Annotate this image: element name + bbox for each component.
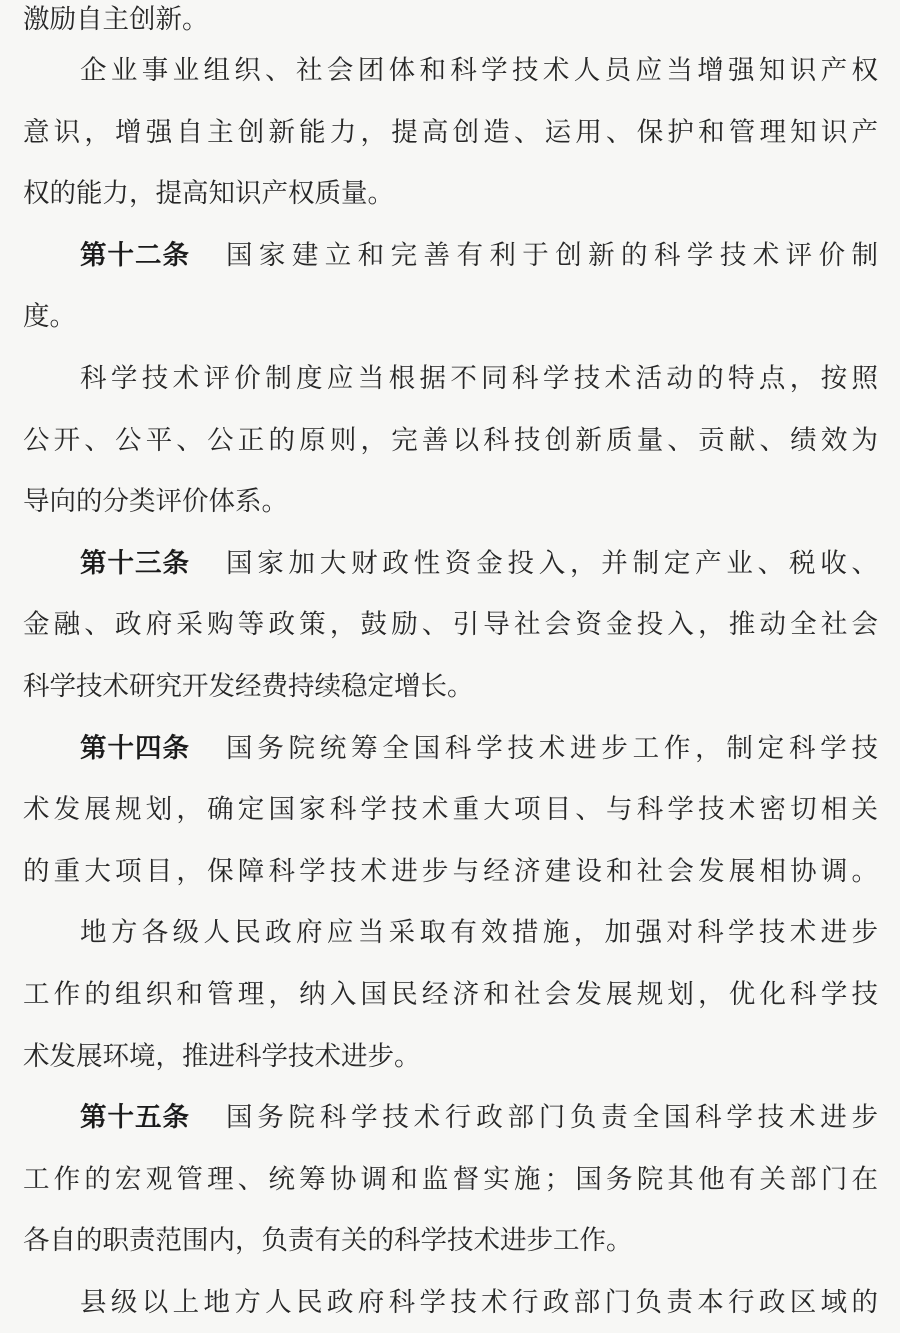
text-line: 权的能力，提高知识产权质量。 <box>23 178 394 210</box>
text-line: 术发展规划，确定国家科学技术重大项目、与科学技术密切相关 <box>23 794 878 826</box>
text-line: 地方各级人民政府应当采取有效措施，加强对科学技术进步 <box>80 917 878 949</box>
article-text: 国务院统筹全国科学技术进步工作，制定科学技 <box>226 732 878 764</box>
text-line: 科学技术评价制度应当根据不同科学技术活动的特点，按照 <box>80 362 878 394</box>
text-line: 工作的宏观管理、统筹协调和监督实施；国务院其他有关部门在 <box>23 1163 878 1195</box>
text-line: 术发展环境，推进科学技术进步。 <box>23 1040 421 1072</box>
article-text: 国务院科学技术行政部门负责全国科学技术进步 <box>226 1102 878 1134</box>
article-text: 国家建立和完善有利于创新的科学技术评价制 <box>226 239 878 271</box>
text-line: 企业事业组织、社会团体和科学技术人员应当增强知识产权 <box>80 55 878 86</box>
text-line: 金融、政府采购等政策，鼓励、引导社会资金投入，推动全社会 <box>23 609 878 641</box>
article-12-heading-line <box>23 225 878 287</box>
article-15-heading-line <box>23 1087 878 1149</box>
article-text: 国家加大财政性资金投入，并制定产业、税收、 <box>226 547 878 579</box>
article-number: 第十二条 <box>80 239 190 271</box>
text-line: 意识，增强自主创新能力，提高创造、运用、保护和管理知识产 <box>23 116 878 148</box>
article-13-heading-line <box>23 533 878 595</box>
article-number: 第十五条 <box>80 1102 190 1134</box>
text-line: 公开、公平、公正的原则，完善以科技创新质量、贡献、绩效为 <box>23 424 878 456</box>
text-line: 各自的职责范围内，负责有关的科学技术进步工作。 <box>23 1225 633 1257</box>
text-line: 导向的分类评价体系。 <box>23 486 288 518</box>
text-line: 县级以上地方人民政府科学技术行政部门负责本行政区域的 <box>80 1286 878 1318</box>
article-number: 第十四条 <box>80 732 190 764</box>
article-14-heading-line <box>23 718 878 780</box>
text-line: 的重大项目，保障科学技术进步与经济建设和社会发展相协调。 <box>23 855 878 887</box>
article-number: 第十三条 <box>80 547 190 579</box>
text-line: 工作的组织和管理，纳入国民经济和社会发展规划，优化科学技 <box>23 978 878 1010</box>
text-line: 科学技术研究开发经费持续稳定增长。 <box>23 670 474 702</box>
text-line: 激励自主创新。 <box>23 4 209 35</box>
text-line: 度。 <box>23 301 76 333</box>
